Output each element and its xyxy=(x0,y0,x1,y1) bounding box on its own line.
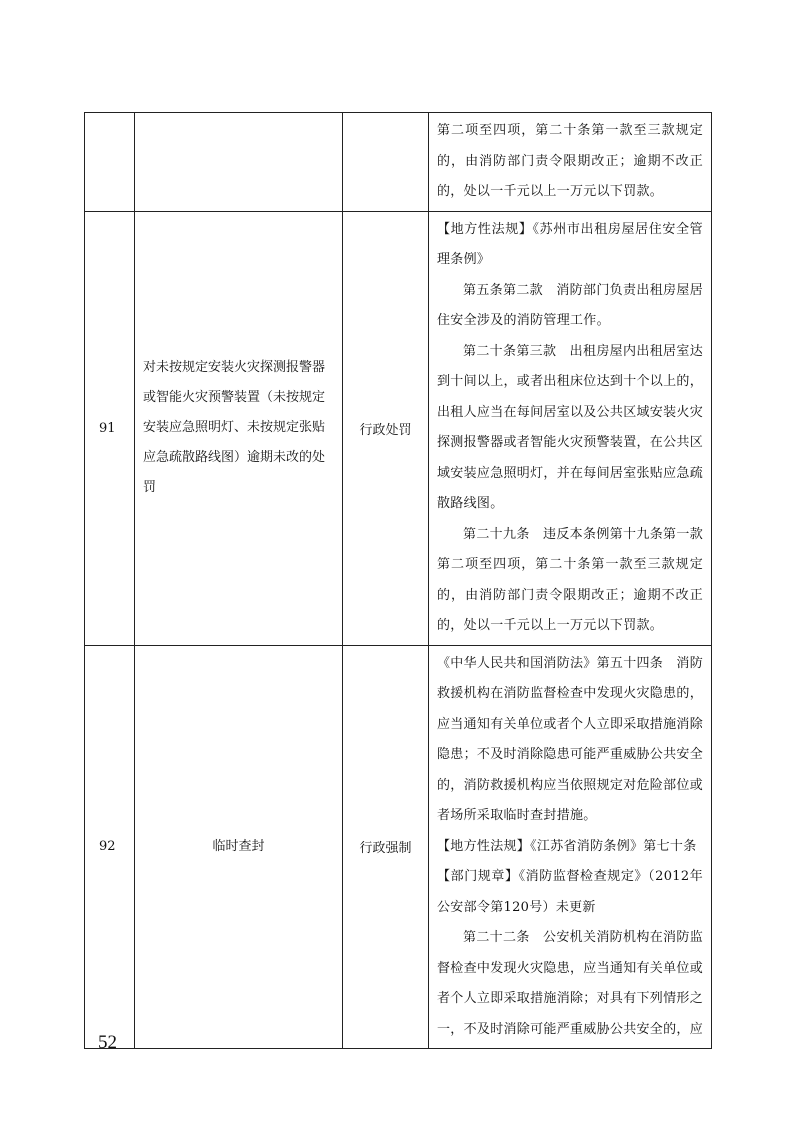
legal-basis-cell xyxy=(429,211,712,645)
legal-basis-cell xyxy=(429,645,712,1049)
basis-paragraph: 【地方性法规】《苏州市出租房屋居住安全管理条例》 xyxy=(437,221,703,267)
legal-basis-cell xyxy=(429,113,712,212)
item-type-cell: 行政强制 xyxy=(343,645,429,1049)
table-row xyxy=(85,645,712,1049)
row-number-cell: 92 xyxy=(85,645,135,1049)
page-number: 52 xyxy=(98,1032,117,1053)
basis-paragraph: 【部门规章】《消防监督检查规定》（2012年公安部令第120号）未更新 xyxy=(437,869,703,915)
document-table xyxy=(84,112,712,1049)
item-type-cell: 行政处罚 xyxy=(343,211,429,645)
item-type-cell xyxy=(343,113,429,212)
basis-paragraph: 《中华人民共和国消防法》第五十四条 消防救援机构在消防监督检查中发现火灾隐患的，应当通知有关单位或者个人立即采取措施消除隐患；不及时消除隐患可能严重威胁公共安全的，消防救援机构应当依照规定对危险部位或者场所采取临时查封措施。 xyxy=(437,655,704,823)
basis-paragraph: 第二十二条 公安机关消防机构在消防监督检查中发现火灾隐患，应当通知有关单位或者个人立即采取措施消除；对具有下列情形之一，不及时消除可能严重威胁公共安全的，应 xyxy=(437,930,704,1037)
basis-paragraph: 第二十条第三款 出租房屋内出租居室达到十间以上，或者出租床位达到十个以上的，出租人应当在每间居室以及公共区域安装火灾探测报警器或者智能火灾预警装置，在公共区域安装应急照明灯，并在每间居室张贴应急疏散路线图。 xyxy=(437,343,704,511)
basis-paragraph: 第二项至四项，第二十条第一款至三款规定的，由消防部门责令限期改正；逾期不改正的，处以一千元以上一万元以下罚款。 xyxy=(437,123,703,199)
item-name-cell: 对未按规定安装火灾探测报警器或智能火灾预警装置（未按规定安装应急照明灯、未按规定张贴应急疏散路线图）逾期未改的处罚 xyxy=(135,211,343,645)
row-number-cell xyxy=(85,113,135,212)
table-row xyxy=(85,211,712,645)
item-name-cell: 临时查封 xyxy=(135,645,343,1049)
item-name-cell xyxy=(135,113,343,212)
table-row xyxy=(85,113,712,212)
basis-paragraph: 【地方性法规】《江苏省消防条例》第七十条 xyxy=(437,838,697,854)
row-number-cell: 91 xyxy=(85,211,135,645)
basis-paragraph: 第二十九条 违反本条例第十九条第一款第二项至四项，第二十条第一款至三款规定的，由消防部门责令限期改正；逾期不改正的，处以一千元以上一万元以下罚款。 xyxy=(437,526,703,633)
basis-paragraph: 第五条第二款 消防部门负责出租房屋居住安全涉及的消防管理工作。 xyxy=(437,282,703,328)
